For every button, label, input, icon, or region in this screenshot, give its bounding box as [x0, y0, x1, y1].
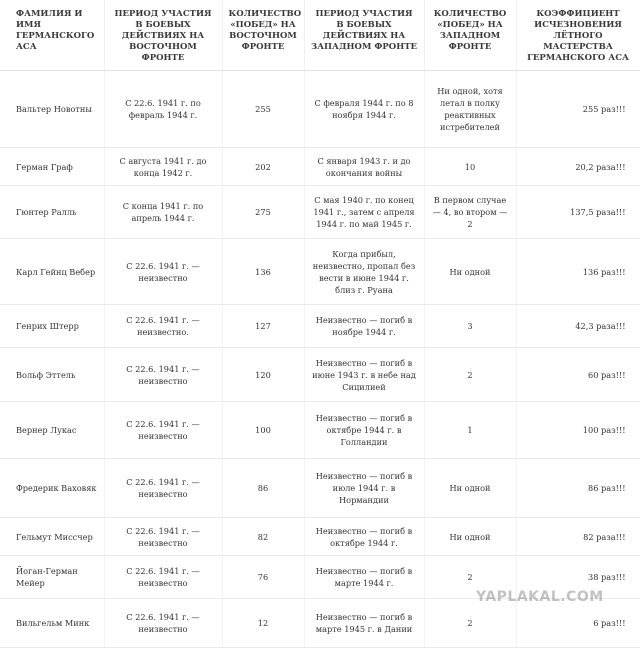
table-row: [0, 148, 640, 186]
east-victories: 202: [222, 148, 304, 186]
east-period: С 22.6. 1941 г. по февраль 1944 г.: [104, 71, 222, 148]
west-period: Неизвестно — погиб в марте 1945 г. в Дании: [304, 599, 424, 648]
ace-name: Гельмут Миссчер: [0, 518, 104, 556]
west-victories: В первом случае — 4, во втором — 2: [424, 186, 516, 239]
west-period: С мая 1940 г. по конец 1941 г., затем с апреля 1944 г. по май 1945 г.: [304, 186, 424, 239]
header-west-victories: КОЛИЧЕСТВО «ПОБЕД» НА ЗАПАДНОМ ФРОНТЕ: [424, 0, 516, 71]
west-victories: Ни одной: [424, 518, 516, 556]
west-victories: 1: [424, 402, 516, 459]
west-period: Неизвестно — погиб в марте 1944 г.: [304, 556, 424, 599]
west-period: С января 1943 г. и до окончания войны: [304, 148, 424, 186]
table-row: [0, 518, 640, 556]
table-row: [0, 186, 640, 239]
ace-name: Карл Гейнц Вебер: [0, 239, 104, 305]
ace-name: Вальтер Новотны: [0, 71, 104, 148]
west-victories: Ни одной: [424, 459, 516, 518]
header-east-period: ПЕРИОД УЧАСТИЯ В БОЕВЫХ ДЕЙСТВИЯХ НА ВОСТОЧНОМ ФРОНТЕ: [104, 0, 222, 71]
coefficient: 60 раз!!!: [516, 348, 640, 402]
coefficient: 42,3 раза!!!: [516, 305, 640, 348]
east-period: С августа 1941 г. до конца 1942 г.: [104, 148, 222, 186]
east-period: С 22.6. 1941 г. — неизвестно: [104, 599, 222, 648]
ace-name: Вольф Эттель: [0, 348, 104, 402]
table-row: [0, 402, 640, 459]
table-row: [0, 459, 640, 518]
west-period: С февраля 1944 г. по 8 ноября 1944 г.: [304, 71, 424, 148]
east-victories: 120: [222, 348, 304, 402]
ace-name: Герман Граф: [0, 148, 104, 186]
east-period: С 22.6. 1941 г. — неизвестно: [104, 459, 222, 518]
ace-name: Фредерик Ваховяк: [0, 459, 104, 518]
west-victories: 3: [424, 305, 516, 348]
east-period: С 22.6. 1941 г. — неизвестно.: [104, 305, 222, 348]
coefficient: 136 раз!!!: [516, 239, 640, 305]
east-period: С конца 1941 г. по апрель 1944 г.: [104, 186, 222, 239]
east-victories: 100: [222, 402, 304, 459]
ace-name: Генрих Штерр: [0, 305, 104, 348]
west-victories: Ни одной, хотя летал в полку реактивных истребителей: [424, 71, 516, 148]
west-victories: 2: [424, 599, 516, 648]
coefficient: 82 раза!!!: [516, 518, 640, 556]
east-victories: 136: [222, 239, 304, 305]
east-victories: 82: [222, 518, 304, 556]
coefficient: 100 раз!!!: [516, 402, 640, 459]
table-row: [0, 599, 640, 648]
coefficient: 6 раз!!!: [516, 599, 640, 648]
header-coefficient: КОЭФФИЦИЕНТ ИСЧЕЗНОВЕНИЯ ЛЁТНОГО МАСТЕРСТВА ГЕРМАНСКОГО АСА: [516, 0, 640, 71]
ace-name: Вернер Лукас: [0, 402, 104, 459]
east-victories: 76: [222, 556, 304, 599]
east-victories: 127: [222, 305, 304, 348]
west-victories: 10: [424, 148, 516, 186]
coefficient: 86 раз!!!: [516, 459, 640, 518]
east-period: С 22.6. 1941 г. — неизвестно: [104, 402, 222, 459]
table-row: [0, 305, 640, 348]
west-period: Неизвестно — погиб в октябре 1944 г. в Голландии: [304, 402, 424, 459]
header-east-victories: КОЛИЧЕСТВО «ПОБЕД» НА ВОСТОЧНОМ ФРОНТЕ: [222, 0, 304, 71]
east-victories: 86: [222, 459, 304, 518]
west-victories: Ни одной: [424, 239, 516, 305]
coefficient: 137,5 раза!!!: [516, 186, 640, 239]
east-victories: 255: [222, 71, 304, 148]
coefficient: 38 раз!!!: [516, 556, 640, 599]
east-period: С 22.6. 1941 г. — неизвестно: [104, 348, 222, 402]
west-period: Неизвестно — погиб в ноябре 1944 г.: [304, 305, 424, 348]
watermark: YAPLAKAL.COM: [476, 589, 604, 605]
west-victories: 2: [424, 556, 516, 599]
ace-name: Гюнтер Ралль: [0, 186, 104, 239]
table-row: [0, 239, 640, 305]
ace-name: Йоган-Герман Мейер: [0, 556, 104, 599]
coefficient: 255 раз!!!: [516, 71, 640, 148]
west-period: Неизвестно — погиб в июле 1944 г. в Нормандии: [304, 459, 424, 518]
ace-name: Вильгельм Минк: [0, 599, 104, 648]
west-victories: 2: [424, 348, 516, 402]
header-name: ФАМИЛИЯ И ИМЯ ГЕРМАНСКОГО АСА: [0, 0, 104, 71]
west-period: Когда прибыл, неизвестно, пропал без вести в июне 1944 г. близ г. Руана: [304, 239, 424, 305]
west-period: Неизвестно — погиб в июне 1943 г. в небе над Сицилией: [304, 348, 424, 402]
table-row: [0, 348, 640, 402]
east-period: С 22.6. 1941 г. — неизвестно: [104, 556, 222, 599]
coefficient: 20,2 раза!!!: [516, 148, 640, 186]
east-victories: 12: [222, 599, 304, 648]
west-period: Неизвестно — погиб в октябре 1944 г.: [304, 518, 424, 556]
header-row: [0, 0, 640, 71]
east-victories: 275: [222, 186, 304, 239]
table-row: [0, 71, 640, 148]
east-period: С 22.6. 1941 г. — неизвестно: [104, 518, 222, 556]
east-period: С 22.6. 1941 г. — неизвестно: [104, 239, 222, 305]
header-west-period: ПЕРИОД УЧАСТИЯ В БОЕВЫХ ДЕЙСТВИЯХ НА ЗАПАДНОМ ФРОНТЕ: [304, 0, 424, 71]
